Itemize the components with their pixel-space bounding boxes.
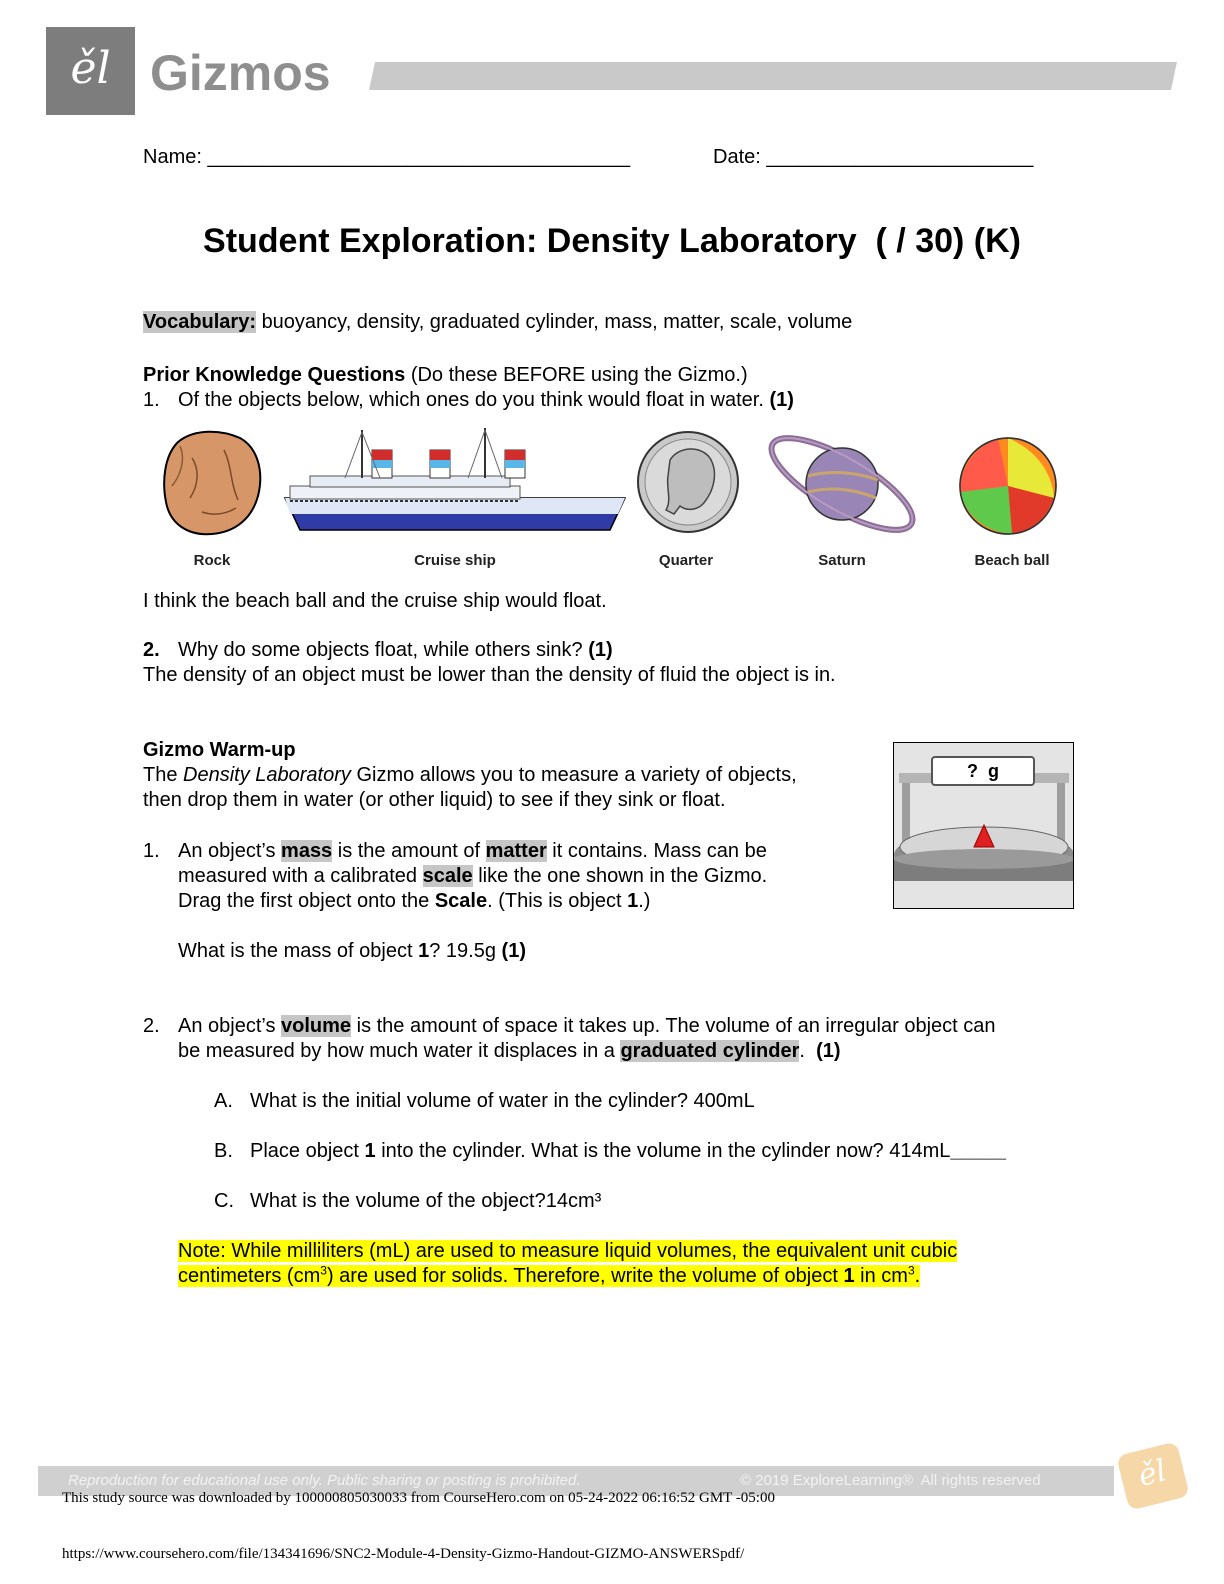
vocabulary-line — [143, 310, 852, 335]
q1-ask-c: ? 19.5g — [429, 940, 502, 962]
q1-l2-c: like the one shown in the Gizmo. — [472, 865, 768, 887]
q2c-text: What is the volume of the object?14cm³ — [250, 1190, 602, 1212]
page-title: Student Exploration: Density Laboratory ( / 30) (K) — [203, 222, 1021, 260]
q2a-letter: A. — [214, 1090, 233, 1112]
name-line: ______________________________________ — [207, 146, 631, 168]
q2a-text: What is the initial volume of water in the cylinder? 400mL — [250, 1090, 755, 1112]
term-graduated-cylinder: graduated cylinder — [620, 1040, 800, 1062]
beach-ball-image — [960, 438, 1056, 534]
gizmos-logo — [46, 27, 135, 115]
prior-q1-text: Of the objects below, which ones do you think would float in water. — [178, 389, 764, 411]
prior-q2-points: (1) — [588, 639, 613, 661]
q2-l1-a: An object’s — [178, 1015, 282, 1037]
note-line1 — [178, 1239, 957, 1264]
date-field — [713, 145, 1033, 170]
prior-q2-number — [143, 638, 160, 663]
rock-image — [164, 432, 260, 534]
header-bar — [369, 62, 1177, 90]
warmup-q2-number: 2. — [143, 1015, 160, 1037]
saturn-image — [760, 421, 925, 546]
q2-l2-a: be measured by how much water it displaces in a — [178, 1040, 621, 1062]
brand-name: Gizmos — [150, 45, 331, 101]
q2-l2-c: . — [799, 1040, 817, 1062]
term-scale: scale — [422, 865, 473, 887]
prior-q1-number: 1. — [143, 389, 160, 411]
prior-heading-note: (Do these BEFORE using the Gizmo.) — [410, 364, 748, 386]
note-line2 — [178, 1264, 920, 1289]
note-l2-d: . — [914, 1265, 921, 1287]
prior-q1-points: (1) — [769, 389, 794, 411]
vocabulary-terms: buoyancy, density, graduated cylinder, mass, matter, scale, volume — [261, 311, 853, 333]
note-l1-text: Note: While milliliters (mL) are used to measure liquid volumes, the equivalent unit cubic — [178, 1240, 958, 1262]
q1-l3-a: Drag the first object onto the — [178, 890, 435, 912]
q1-l1-e: it contains. Mass can be — [546, 840, 767, 862]
q1-l1-a: An object’s — [178, 840, 282, 862]
source-note: This study source was downloaded by 100000805030033 from CourseHero.com on 05-24-2022 06:16:52 GMT -05:00 — [62, 1490, 775, 1506]
q1-l3-b: Scale — [434, 890, 488, 912]
note-l2-sup2: 3 — [907, 1263, 915, 1278]
note-l2-c: in cm — [854, 1265, 908, 1287]
q1-ask-a: What is the mass of object — [178, 940, 419, 962]
q2b-answer-line: _____ — [950, 1140, 1007, 1162]
term-volume: volume — [281, 1015, 352, 1037]
q1-l3-c: . (This is object — [487, 890, 628, 912]
q2-l2-d: (1) — [816, 1040, 841, 1062]
source-url[interactable]: https://www.coursehero.com/file/134341696/SNC2-Module-4-Density-Gizmo-Handout-GIZMO-ANSWERSpdf/ — [62, 1546, 745, 1562]
caption-quarter: Quarter — [658, 552, 714, 569]
prior-heading-text: Prior Knowledge Questions — [143, 364, 406, 386]
prior-knowledge-heading — [143, 363, 748, 388]
q2-l1-c: is the amount of space it takes up. The volume of an irregular object can — [351, 1015, 996, 1037]
q2c-letter: C. — [214, 1190, 234, 1212]
warmup-q2-line1 — [178, 1014, 996, 1039]
caption-beach-ball: Beach ball — [974, 552, 1050, 569]
logo-glyph: ěl — [70, 43, 111, 94]
scale-image — [893, 742, 1074, 909]
name-field — [143, 145, 630, 170]
prior-answer-1: I think the beach ball and the cruise ship would float. — [143, 590, 607, 612]
term-mass: mass — [281, 840, 333, 862]
warmup-q1-line2 — [178, 864, 767, 889]
q2b-line — [250, 1139, 1006, 1164]
warmup-heading — [143, 738, 296, 763]
q2b-letter: B. — [214, 1140, 233, 1162]
caption-rock: Rock — [193, 552, 231, 569]
note-l2-bold: 1 — [843, 1265, 855, 1287]
q2b-pre: Place object — [250, 1140, 365, 1162]
vocabulary-label: Vocabulary: — [143, 311, 256, 333]
caption-saturn: Saturn — [818, 552, 866, 569]
q2b-post: into the cylinder. What is the volume in the cylinder now? 414mL — [375, 1140, 951, 1162]
intro-gizmo-name: Density Laboratory — [183, 764, 351, 786]
quarter-image — [638, 432, 738, 532]
q1-l3-d: 1 — [627, 890, 639, 912]
name-label: Name: — [143, 146, 202, 168]
objects-illustration — [140, 420, 1080, 580]
warmup-heading-text: Gizmo Warm-up — [143, 739, 296, 761]
prior-q2-number-text: 2. — [143, 639, 160, 661]
scale-readout: ? g — [967, 761, 999, 781]
prior-q1 — [178, 388, 794, 413]
warmup-q1-line3 — [178, 889, 650, 914]
q1-ask-d: (1) — [501, 940, 526, 962]
warmup-q1-number: 1. — [143, 840, 160, 862]
prior-q2-text: Why do some objects float, while others sink? — [178, 639, 583, 661]
warmup-q2-line2 — [178, 1039, 841, 1064]
warmup-q1-ask — [178, 939, 526, 964]
cruise-ship-image — [285, 428, 625, 530]
prior-answer-2: The density of an object must be lower than the density of fluid the object is in. — [143, 664, 836, 686]
date-line: ________________________ — [766, 146, 1034, 168]
q1-l2-a: measured with a calibrated — [178, 865, 423, 887]
prior-q2 — [178, 638, 613, 663]
footer-copyright: © 2019 ExploreLearning® All rights reserved — [740, 1472, 1041, 1489]
intro-pre: The — [143, 764, 184, 786]
caption-cruise-ship: Cruise ship — [414, 552, 496, 569]
q2b-bold: 1 — [364, 1140, 376, 1162]
note-l2-b: ) are used for solids. Therefore, write the volume of object — [326, 1265, 844, 1287]
date-label: Date: — [713, 146, 761, 168]
q1-ask-b: 1 — [418, 940, 430, 962]
warmup-intro-line1 — [143, 763, 797, 788]
footer-reproduction: Reproduction for educational use only. Public sharing or posting is prohibited. — [68, 1472, 581, 1489]
note-l2-sup: 3 — [320, 1263, 327, 1278]
warmup-intro-line2: then drop them in water (or other liquid) to see if they sink or float. — [143, 789, 726, 811]
explorelearning-logo — [1116, 1441, 1190, 1510]
intro-post: Gizmo allows you to measure a variety of objects, — [350, 764, 797, 786]
warmup-q1-line1 — [178, 839, 767, 864]
note-l2-wrap — [178, 1265, 920, 1287]
note-l2-a: centimeters (cm — [178, 1265, 321, 1287]
q1-l3-e: .) — [638, 890, 651, 912]
explorelearning-logo-glyph: ěl — [1134, 1453, 1170, 1494]
q1-l1-c: is the amount of — [332, 840, 486, 862]
term-matter: matter — [485, 840, 547, 862]
